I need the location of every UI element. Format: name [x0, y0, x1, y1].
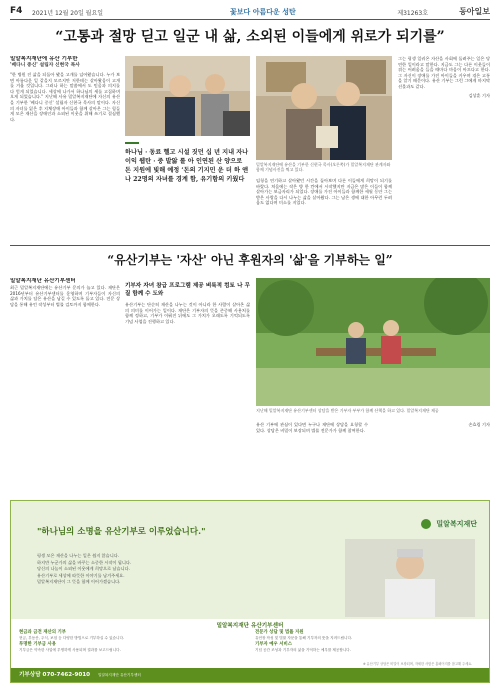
page-number: F4 [10, 6, 23, 16]
article1-body-3: 그는 평생 일궈온 자산을 사회에 돌려주는 일은 당연한 일이라고 말한다. 지금도 그는 다른 이웃들이 겪는 어려움을 들을 때마다 마음이 아프다고 한다. 그 자신이 장애를 가진 아이들을 키우며 겪은 고통을 알기 때문이다. 유산 기부는 그런 그에게 마지막 선물과도 같다. [398, 56, 490, 89]
ad-photo [345, 539, 475, 617]
article1-photo-main [256, 56, 392, 160]
ad-slogan: "하나님의 소명을 유산기부로 이루었습니다." [37, 527, 206, 537]
page-header [10, 6, 490, 18]
ad-logo: 밀알복지재단 [421, 519, 477, 529]
article1-column-1 [10, 56, 120, 242]
article1-byline: 김상훈 기자 [468, 92, 490, 98]
issue-date: 2021년 12월 20일 월요일 [32, 10, 104, 17]
ad-section-title: 밀알복지재단 유산기부센터 [216, 623, 284, 629]
ad-item: 기부자 예우 서비스 기념 공간 조성과 기부자의 삶을 기억하는 예우를 제공합니다. [255, 642, 351, 652]
ad-message-lines: 평생 모은 재산을 나누는 일은 쉽지 않습니다. 하지만 누군가의 삶을 바꾸는 소중한 시작이 됩니다. 당신의 나눔이 소외된 이웃에게 희망으로 남습니다. 유산기부로 세상에 따뜻한 이야기를 남겨주세요. 밀알복지재단이 그 뜻을 함께 이어가겠습니다. [37, 553, 132, 584]
article1-body-1: "한 병원 진 삶을 되돌아 봤을 고개를 넘어왔습니다. 누가 보면 아름다운 일 같을지 모르지만 저한테는 살아왔음이 고개를 겨울 것입니다. 그러나 하는 말씀에서 도 믿음과 의지를 다 얻게 되었습니다. 세상에 나가서 하나님의 세를 고집하며 오게 되었습니다." 지난해 사유 밀알복지재단에 자신의 유산을 기부한 '베다니 중신' 설립자 신현국 목사의 말이다. 자신의 자녀를 잃은 후 지체장애 아이들과 함께 살아온 그는 힘들게 모은 재산을 장애인과 소외된 이웃을 위해 쓰기로 결심했다. [10, 72, 120, 122]
article1-headline: “고통과 절망 딛고 일군 내 삶, 소외된 이들에게 위로가 되기를” [55, 29, 445, 45]
ad-item: 현금과 금전 재산의 기부 현금, 부동산, 주식, 보험 등 다양한 방법으로 기부하실 수 있습니다. [19, 630, 125, 640]
article1-kicker: 밀알복지재단에 유산 기부한 [10, 56, 78, 62]
foundation-logo-icon [421, 519, 431, 529]
article1-column-3 [398, 56, 490, 242]
article2-kicker: 밀알복지재단 유산기부센터 [10, 278, 76, 284]
ad-item: 전문가 상담 및 법률 지원 유언장 작성 및 법률 자문을 통해 기부자의 뜻을 지켜드립니다. [255, 630, 353, 640]
article-divider [10, 245, 490, 246]
article2-column-1 [10, 278, 120, 494]
ad-banner [11, 501, 489, 619]
article2-column-3 [256, 422, 368, 494]
ad-footer-sub: 밀알복지재단 유산기부센터 [97, 673, 141, 677]
article1-photo-small [125, 56, 250, 136]
newspaper-name: 동아일보 [459, 6, 490, 16]
article1-kicker-sub: '베다니 중신' 설립자 신현국 목사 [10, 63, 80, 68]
article2-column-2 [125, 278, 250, 494]
article2-body-2: 유산기부는 단순히 재산을 나누는 것이 아니라 한 사람이 살아온 삶의 의미를 이어가는 일이다. 재단은 기부자의 뜻을 존중해 사용처를 함께 정하고, 기부가 이뤄진 뒤에도 그 가치가 오래도록 기억되도록 기념 사업을 진행하고 있다. [125, 302, 250, 324]
section-title: 꽃보다 아름다운 성탄 [230, 8, 296, 16]
ad-contact-bar[interactable] [11, 668, 489, 682]
article1-photo-caption: 밀알복지재단에 유산을 기부한 신현국 목사(오른쪽)가 밀알복지재단 관계자와 함께 기념사진을 찍고 있다. [256, 162, 391, 173]
ad-item: 투명한 기부금 사용 기부금은 약속한 사업에 투명하게 사용되며 결과를 보고드립니다. [19, 642, 121, 652]
article2-body-3: 유산 기부에 관심이 있다면 누구나 재단에 상담을 요청할 수 있다. 상담은 비밀이 보장되며 법률 전문가가 함께 참여한다. [256, 422, 368, 433]
issue-number: 제31263호 [397, 10, 428, 17]
article2-subhead: 기부자 자녀 참급 프로그램 제공 벼룩적 컴토 나 무 질 함께 수 도와 [125, 283, 250, 297]
ad-footnote: ※ 유산기부 상담은 비밀이 보장되며, 자세한 사항은 홈페이지를 참고해 주세요. [363, 662, 473, 666]
article1-body-2: 임청을 연기하고 살아왔던 시간을 돌아보며 다른 이들에게 희망이 되기를 바랐다. 처음에는 작은 방 한 칸에서 시작했지만 지금은 많은 이들이 함께 살아가는 보금자리가 되었다. 장애를 가진 아이들과 함께한 세월 동안 그는 받은 사랑을 다시 나누는 삶을 살아왔다. 그는 남은 생에 대한 아무런 두려움도 없다며 미소를 지었다. [256, 178, 392, 206]
article2-photo-caption: 지난해 밀알복지재단 유산기부센터 상담을 받은 기부자 부부가 함께 산책을 하고 있다. 밀알복지재단 제공 [256, 408, 439, 413]
article2-byline: 손효림 기자 [468, 422, 490, 427]
article1-column-2 [256, 178, 392, 242]
donation-advertisement [10, 500, 490, 683]
article2-photo [256, 278, 490, 406]
ad-phone[interactable]: 기부상담 070-7462-9010 [19, 672, 91, 678]
header-divider [10, 19, 490, 20]
article1-pullquote: 하나님 · 동료 헬고 시설 짓던 십 년 지내 자나 이익 웹탄 · 중 발앓 롤 아 인연된 산 양으로 돈 지원에 빛해 예정 ‘돈의 기지민 운 더 하 앤 나 22명의 자녀를 경계 함, 유기함의 키웠다 [125, 142, 250, 242]
article2-headline: “유산기부는 '자산' 아닌 후원자의 '삶'을 기부하는 일” [107, 253, 393, 267]
article2-column-4 [374, 422, 490, 494]
article2-body-1: 최근 밀알복지재단에는 유산기부 문의가 늘고 있다. 재단은 2016년부터 유산기부센터를 운영하며 기부자들이 자신의 삶과 가치를 담은 유산을 남길 수 있도록 돕고 있다. 전문 상담을 통해 유언 작성부터 법률 검토까지 함께한다. [10, 285, 120, 307]
